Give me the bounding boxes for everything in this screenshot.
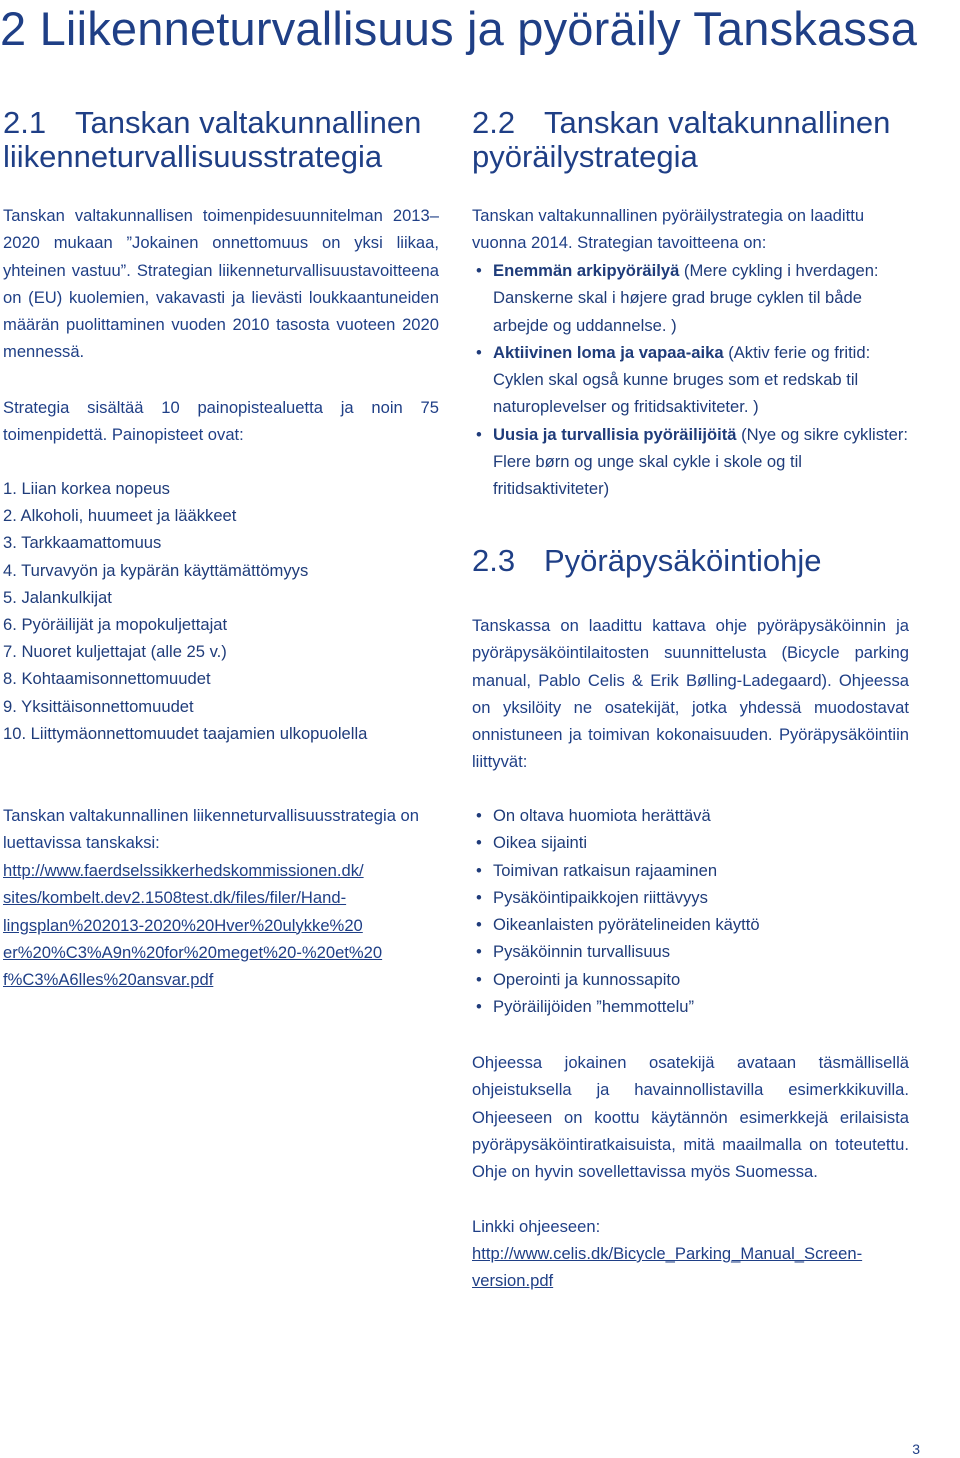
link-line[interactable]: f%C3%A6lles%20ansvar.pdf — [3, 970, 214, 990]
list-item: 8. Kohtaamisonnettomuudet — [3, 669, 211, 689]
section-2-3-heading — [472, 544, 942, 578]
guide-details-paragraph: Ohjeessa jokainen osatekijä avataan täsmällisellä ohjeistuksella ja havainnollistavilla esimerkkikuvilla. Ohjeeseen on koottu käytännön esimerkkejä erilaisista pyöräpysäköintiratkaisuista, mitä maailmalla on toteutettu. Ohje on hyvin sovellettavissa myös Suomessa. — [472, 1053, 909, 1182]
link-line[interactable]: sites/kombelt.dev2.1508test.dk/files/filer/Hand- — [3, 888, 347, 908]
section-number: 2.3 — [472, 543, 516, 578]
bullet-icon: • — [476, 424, 482, 444]
bullet-icon: • — [476, 342, 482, 362]
list-item: 4. Turvavyön ja kypärän käyttämättömyys — [3, 560, 309, 580]
goal-title: Uusia ja turvallisia pyöräilijöitä — [493, 424, 737, 444]
list-item — [472, 339, 912, 421]
bullet-icon: • — [476, 915, 482, 935]
strategy-goals-list — [472, 257, 912, 503]
list-item: 6. Pyöräilijät ja mopokuljettajat — [3, 615, 228, 635]
link-line[interactable]: lingsplan%202013-2020%20Hver%20ulykke%20 — [3, 915, 363, 935]
list-item: • Oikeanlaisten pyörätelineiden käyttö — [472, 911, 912, 938]
list-item: 3. Tarkkaamattomuus — [3, 533, 162, 553]
list-item: • Oikea sijainti — [472, 829, 912, 856]
list-item — [472, 257, 912, 339]
list-item: 10. Liittymäonnettomuudet taajamien ulkopuolella — [3, 723, 368, 743]
strategy-link[interactable] — [3, 857, 443, 993]
bullet-icon: • — [476, 942, 482, 962]
section-title-line2: liikenneturvallisuusstrategia — [3, 139, 383, 174]
goal-title: Aktiivinen loma ja vapaa-aika — [493, 342, 724, 362]
section-title: Pyöräpysäköintiohje — [544, 543, 822, 578]
link-line[interactable]: er%20%C3%A9n%20for%20meget%20-%20et%20 — [3, 942, 383, 962]
link-line[interactable]: http://www.faerdselssikkerhedskommissionen.dk/ — [3, 861, 364, 880]
list-item: • Pysäköintipaikkojen riittävyys — [472, 884, 912, 911]
guide-link[interactable] — [472, 1240, 932, 1295]
list-item: • On oltava huomiota herättävä — [472, 802, 912, 829]
priorities-intro: Strategia sisältää 10 painopistealuetta ja noin 75 toimenpidettä. Painopisteet ovat: — [3, 398, 439, 445]
priorities-list — [3, 475, 443, 747]
bullet-icon: • — [476, 261, 482, 280]
section-number: 2.1 — [3, 105, 47, 140]
section-title-line1: Tanskan valtakunnallinen — [544, 105, 891, 140]
list-item: • Operointi ja kunnossapito — [472, 966, 912, 993]
section-2-2-heading — [472, 106, 942, 174]
parking-factors-list — [472, 802, 912, 1020]
link-line[interactable]: http://www.celis.dk/Bicycle_Parking_Manual_Screen- — [472, 1244, 863, 1263]
list-item: • Pysäköinnin turvallisuus — [472, 938, 912, 965]
list-item — [472, 421, 912, 503]
goal-description: (Mere cykling i hverdagen: Danskerne skal i højere grad bruge cyklen til både arbejde og uddannelse. ) — [493, 261, 879, 335]
section-title-line1: Tanskan valtakunnallinen — [75, 105, 422, 140]
goal-title: Enemmän arkipyöräilyä — [493, 261, 680, 280]
list-item: 5. Jalankulkijat — [3, 587, 112, 607]
strategy-availability-text: Tanskan valtakunnallinen liikenneturvallisuusstrategia on luettavissa tanskaksi: — [3, 806, 420, 853]
list-item: • Pyöräilijöiden ”hemmottelu” — [472, 993, 912, 1020]
bullet-icon: • — [476, 860, 482, 880]
bullet-icon: • — [476, 969, 482, 989]
intro-paragraph: Tanskan valtakunnallisen toimenpidesuunnitelman 2013–2020 mukaan ”Jokainen onnettomuus on yksi liikaa, yhteinen vastuu”. Strategian liikenneturvallisuustavoitteena on (EU) kuolemien, vakavasti ja lievästi loukkaantuneiden määrän puolittaminen vuoden 2010 tasosta vuoteen 2020 mennessä. — [3, 206, 439, 362]
list-item: • Toimivan ratkaisun rajaaminen — [472, 857, 912, 884]
guide-link-label: Linkki ohjeeseen: — [472, 1217, 601, 1236]
page-number: 3 — [912, 1441, 920, 1457]
goal-description: (Aktiv ferie og fritid: Cyklen skal også kunne bruges som et redskab til naturoplevelser og fritidsaktiviteter. ) — [493, 342, 871, 417]
bullet-icon: • — [476, 806, 482, 825]
bullet-icon: • — [476, 833, 482, 853]
bullet-icon: • — [476, 997, 482, 1017]
list-item: 9. Yksittäisonnettomuudet — [3, 696, 194, 716]
cycling-strategy-paragraph: Tanskan valtakunnallinen pyöräilystrategia on laadittu vuonna 2014. Strategian tavoitteena on: — [472, 206, 865, 253]
goal-description: (Nye og sikre cyklister: Flere børn og unge skal cykle i skole og til fritidsaktiviteter) — [493, 424, 908, 499]
bullet-icon: • — [476, 887, 482, 907]
link-line[interactable]: version.pdf — [472, 1271, 554, 1291]
list-item: 7. Nuoret kuljettajat (alle 25 v.) — [3, 642, 227, 662]
page-title: 2 Liikenneturvallisuus ja pyöräily Tanskassa — [0, 2, 918, 55]
section-title-line2: pyöräilystrategia — [472, 139, 698, 174]
section-number: 2.2 — [472, 105, 516, 140]
section-2-1-heading — [3, 106, 443, 174]
list-item: 1. Liian korkea nopeus — [3, 479, 170, 498]
list-item: 2. Alkoholi, huumeet ja lääkkeet — [3, 506, 237, 526]
parking-guide-paragraph: Tanskassa on laadittu kattava ohje pyöräpysäköinnin ja pyöräpysäköintilaitosten suunnittelusta (Bicycle parking manual, Pablo Celis & Erik Bølling-Ladegaard). Ohjeessa on yksilöity ne osatekijät, jotka yhdessä muodostavat onnistuneen ja toimivan kokonaisuuden. Pyöräpysäköintiin liittyvät: — [472, 616, 909, 772]
